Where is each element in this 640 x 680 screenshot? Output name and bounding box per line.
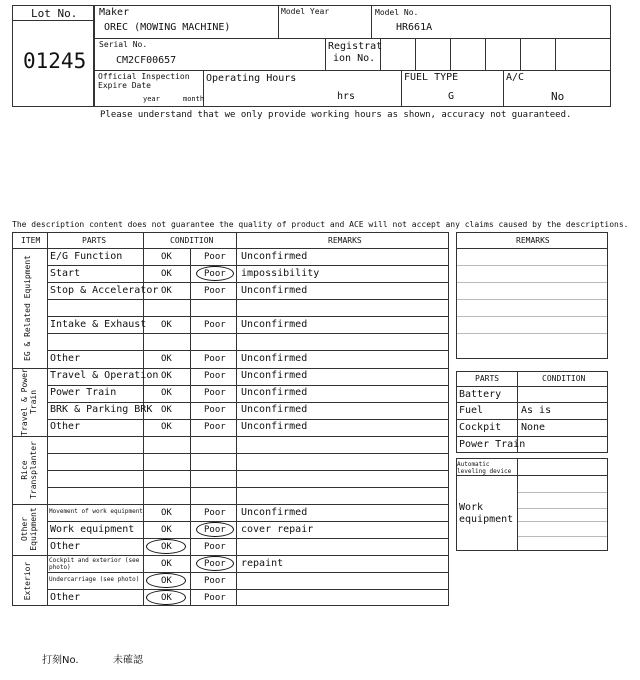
part-label: Undercarriage (see photo) [49, 576, 140, 583]
description-notice: The description content does not guarantee the quality of product and ACE will not accept any claims caused by the descriptions. [12, 220, 629, 229]
poor-option: Poor [204, 525, 226, 535]
divider [47, 282, 449, 283]
remark-text: impossibility [241, 268, 320, 279]
poor-option: Poor [204, 252, 226, 262]
divider [457, 299, 607, 300]
part-label: E/G Function [50, 251, 123, 262]
divider [47, 385, 449, 386]
divider [47, 470, 449, 471]
divider [456, 402, 608, 403]
group-label: Other Equipment [20, 507, 38, 551]
divider [456, 419, 608, 420]
side-part-label: Fuel [459, 405, 484, 416]
divider [47, 589, 449, 590]
poor-option: Poor [204, 286, 226, 296]
group-label: Exterior [23, 561, 32, 601]
fuel-label: FUEL TYPE [404, 72, 459, 83]
work-equipment-label-line2: equipment [459, 514, 514, 525]
poor-circle-mark [196, 266, 234, 281]
divider [518, 536, 607, 537]
col-condition: CONDITION [170, 236, 214, 245]
lot-label: Lot No. [31, 7, 78, 20]
inspection-label-line1: Official Inspection [98, 72, 190, 81]
auto-leveling-label: Automatic leveling device [457, 461, 512, 475]
divider [47, 265, 449, 266]
model-no-value: HR661A [396, 22, 433, 33]
col-parts: PARTS [82, 236, 107, 245]
part-label: Power Train [50, 387, 117, 398]
hours-label: Operating Hours [206, 73, 297, 84]
work-equipment-label-line1: Work [459, 502, 484, 513]
stamp-value: 未確認 [113, 655, 143, 666]
part-label: Movement of work equipment [49, 508, 143, 515]
poor-option: Poor [204, 354, 226, 364]
poor-option: Poor [204, 320, 226, 330]
divider [520, 38, 521, 70]
remark-text: cover repair [241, 524, 314, 535]
remark-text: Unconfirmed [241, 387, 308, 398]
remark-text: Unconfirmed [241, 370, 308, 381]
ok-option: OK [161, 559, 172, 569]
part-label: Travel & Operation [50, 370, 159, 381]
divider [47, 402, 449, 403]
group-label: EG & Related Equipment [23, 255, 32, 361]
model-year-label: Model Year [281, 7, 330, 16]
model-no-label: Model No. [375, 8, 419, 17]
part-label: BRK & Parking BRK [50, 404, 153, 415]
registration-label-line2: ion No. [333, 53, 376, 64]
ok-circle-mark [146, 539, 186, 554]
maker-value: OREC (MOWING MACHINE) [104, 22, 231, 33]
ok-option: OK [161, 525, 172, 535]
divider [485, 38, 486, 70]
divider [456, 386, 608, 387]
divider [371, 5, 372, 38]
part-label: Work equipment [50, 524, 135, 535]
year-label: year [143, 95, 160, 103]
part-label: Cockpit and exterior (see photo) [49, 557, 140, 571]
part-label: Stop & Accelerator [50, 285, 159, 296]
divider [457, 282, 607, 283]
poor-option: Poor [204, 508, 226, 518]
remark-text: repaint [241, 558, 284, 569]
poor-circle-mark [196, 522, 234, 537]
side-remarks-header: REMARKS [516, 236, 550, 245]
divider [415, 38, 416, 70]
inspection-label-line2: Expire Date [98, 81, 151, 90]
ok-circle-mark [146, 573, 186, 588]
ok-option: OK [161, 269, 172, 279]
side-condition-value: None [521, 422, 546, 433]
poor-option: Poor [204, 388, 226, 398]
divider [47, 487, 449, 488]
remark-text: Unconfirmed [241, 251, 308, 262]
hours-notice: Please understand that we only provide working hours as shown, accuracy not guaranteed. [100, 110, 572, 120]
side-part-label: Battery [459, 389, 502, 400]
divider [456, 248, 608, 249]
divider [12, 248, 449, 249]
divider [47, 333, 449, 334]
divider [12, 504, 449, 505]
registration-label-line1: Registrat [328, 41, 383, 52]
ok-option: OK [161, 576, 172, 586]
remark-text: Unconfirmed [241, 353, 308, 364]
side-part-label: Cockpit [459, 422, 502, 433]
ok-option: OK [161, 371, 172, 381]
ok-option: OK [161, 593, 172, 603]
divider [278, 5, 279, 38]
stamp-label: 打刻No. [42, 655, 79, 666]
group-label: Rice Transplanter [20, 441, 38, 499]
ok-option: OK [161, 422, 172, 432]
poor-option: Poor [204, 269, 226, 279]
poor-circle-mark [196, 556, 234, 571]
divider [518, 492, 607, 493]
poor-option: Poor [204, 405, 226, 415]
divider [47, 350, 449, 351]
divider [457, 333, 607, 334]
serial-value: CM2CF00657 [116, 55, 177, 66]
divider [457, 316, 607, 317]
ok-option: OK [161, 286, 172, 296]
divider [12, 436, 449, 437]
divider [47, 572, 449, 573]
remark-text: Unconfirmed [241, 285, 308, 296]
divider [457, 265, 607, 266]
lot-number: 01245 [23, 49, 87, 73]
serial-label: Serial No. [99, 40, 148, 49]
ok-option: OK [161, 388, 172, 398]
divider [325, 38, 326, 70]
poor-option: Poor [204, 559, 226, 569]
divider [12, 555, 449, 556]
side-col-parts: PARTS [475, 374, 500, 383]
col-item: ITEM [21, 236, 41, 245]
ok-option: OK [161, 320, 172, 330]
part-label: Other [50, 541, 81, 552]
poor-option: Poor [204, 371, 226, 381]
side-condition-value: As is [521, 405, 552, 416]
ok-option: OK [161, 354, 172, 364]
divider [518, 521, 607, 522]
part-label: Other [50, 421, 81, 432]
hours-unit: hrs [337, 91, 356, 102]
divider [456, 436, 608, 437]
divider [47, 316, 449, 317]
remark-text: Unconfirmed [241, 421, 308, 432]
remark-text: Unconfirmed [241, 404, 308, 415]
divider [456, 475, 608, 476]
part-label: Other [50, 353, 81, 364]
part-label: Start [50, 268, 81, 279]
col-remarks: REMARKS [328, 236, 362, 245]
divider [12, 20, 94, 21]
ac-label: A/C [506, 72, 525, 83]
ac-value: No [551, 90, 565, 103]
maker-label: Maker [99, 7, 130, 18]
month-label: month [183, 95, 205, 103]
remark-text: Unconfirmed [241, 507, 308, 518]
divider [190, 248, 191, 606]
poor-option: Poor [204, 542, 226, 552]
divider [401, 70, 402, 107]
divider [47, 453, 449, 454]
group-label: Travel & Power Train [20, 368, 38, 436]
divider [47, 299, 449, 300]
divider [12, 368, 449, 369]
ok-option: OK [161, 508, 172, 518]
ok-option: OK [161, 405, 172, 415]
divider [450, 38, 451, 70]
divider [47, 538, 449, 539]
divider [503, 70, 504, 107]
poor-option: Poor [204, 422, 226, 432]
poor-option: Poor [204, 576, 226, 586]
poor-option: Poor [204, 593, 226, 603]
divider [517, 458, 518, 551]
side-part-label: Power Train [459, 439, 526, 450]
ok-option: OK [161, 542, 172, 552]
remarks-frame [456, 232, 608, 359]
divider [518, 508, 607, 509]
divider [47, 521, 449, 522]
divider [47, 419, 449, 420]
remark-text: Unconfirmed [241, 319, 308, 330]
divider [94, 70, 611, 71]
divider [94, 38, 611, 39]
divider [555, 38, 556, 70]
fuel-value: G [448, 91, 455, 102]
ok-circle-mark [146, 590, 186, 605]
side-col-condition: CONDITION [542, 374, 586, 383]
part-label: Intake & Exhaust [50, 319, 147, 330]
part-label: Other [50, 592, 81, 603]
ok-option: OK [161, 252, 172, 262]
